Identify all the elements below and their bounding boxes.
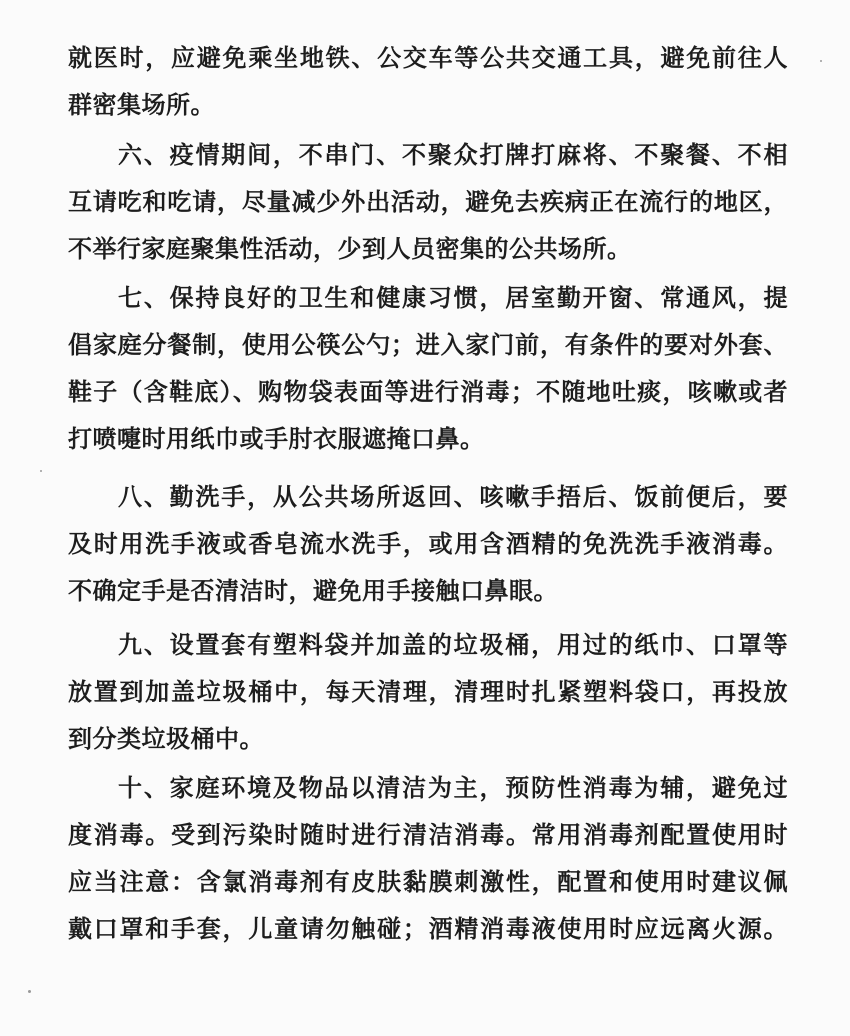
scan-speck [820,60,822,62]
text-line: 倡家庭分餐制，使用公筷公勺；进入家门前，有条件的要对外套、 [68,330,788,359]
text-line: 不举行家庭聚集性活动，少到人员密集的公共场所。 [68,234,632,263]
paragraph-six-first-line: 六、疫情期间，不串门、不聚众打牌打麻将、不聚餐、不相 [118,140,788,169]
scan-speck [28,990,31,993]
paragraph-eight-first-line: 八、勤洗手，从公共场所返回、咳嗽手捂后、饭前便后，要 [118,482,788,511]
paragraph-ten-first-line: 十、家庭环境及物品以清洁为主，预防性消毒为辅，避免过 [118,773,788,802]
paragraph-seven-first-line: 七、保持良好的卫生和健康习惯，居室勤开窗、常通风，提 [118,283,788,312]
text-line: 到分类垃圾桶中。 [68,724,264,753]
text-line: 应当注意：含氯消毒剂有皮肤黏膜刺激性，配置和使用时建议佩 [68,867,788,896]
text-line: 就医时，应避免乘坐地铁、公交车等公共交通工具，避免前往人 [68,43,788,72]
text-line: 戴口罩和手套，儿童请勿触碰；酒精消毒液使用时应远离火源。 [68,914,788,943]
text-line: 度消毒。受到污染时随时进行清洁消毒。常用消毒剂配置使用时 [68,820,788,849]
scan-speck [40,470,42,472]
text-line: 互请吃和吃请，尽量减少外出活动，避免去疾病正在流行的地区， [68,187,788,216]
text-line: 群密集场所。 [68,90,215,119]
text-line: 及时用洗手液或香皂流水洗手，或用含酒精的免洗洗手液消毒。 [68,529,788,558]
paragraph-nine-first-line: 九、设置套有塑料袋并加盖的垃圾桶，用过的纸巾、口罩等 [118,630,788,659]
text-line: 鞋子（含鞋底）、购物袋表面等进行消毒；不随地吐痰，咳嗽或者 [68,377,788,406]
text-line: 打喷嚏时用纸巾或手肘衣服遮掩口鼻。 [68,424,485,453]
text-line: 不确定手是否清洁时，避免用手接触口鼻眼。 [68,576,558,605]
text-line: 放置到加盖垃圾桶中，每天清理，清理时扎紧塑料袋口，再投放 [68,677,788,706]
